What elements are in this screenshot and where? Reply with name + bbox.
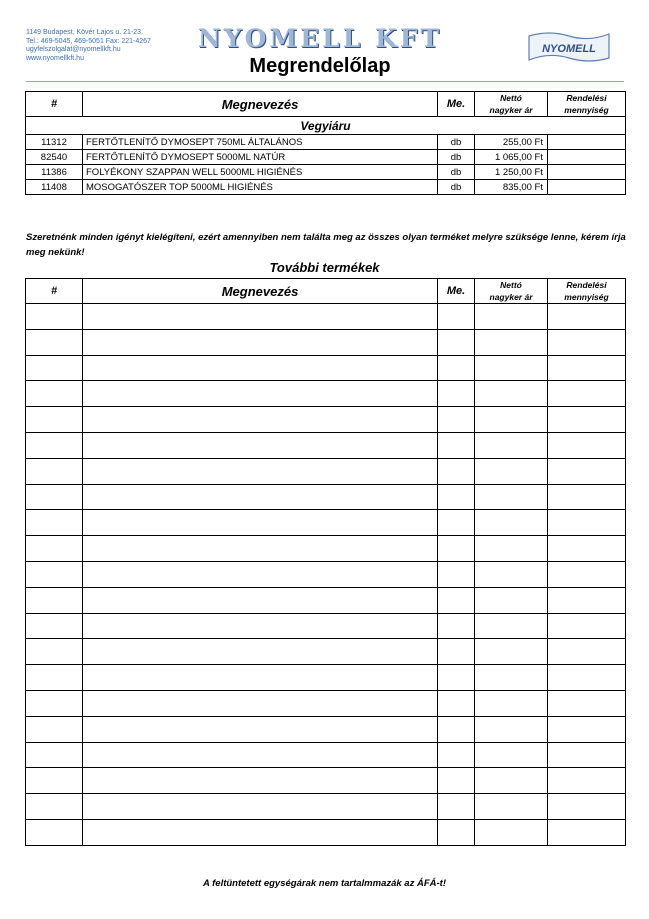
blank-price-field[interactable] bbox=[475, 690, 548, 716]
blank-price-field[interactable] bbox=[475, 304, 548, 330]
blank-unit-field[interactable] bbox=[438, 639, 475, 665]
blank-table-row bbox=[26, 304, 626, 330]
blank-name-field[interactable] bbox=[83, 587, 438, 613]
blank-price-field[interactable] bbox=[475, 639, 548, 665]
blank-qty-field[interactable] bbox=[548, 458, 626, 484]
blank-code-field[interactable] bbox=[26, 381, 83, 407]
blank-price-field[interactable] bbox=[475, 587, 548, 613]
col-header-qty bbox=[548, 279, 626, 304]
blank-name-field[interactable] bbox=[83, 742, 438, 768]
blank-name-field[interactable] bbox=[83, 407, 438, 433]
product-name: FERTŐTLENÍTŐ DYMOSEPT 750ML ÁLTALÁNOS bbox=[83, 135, 438, 150]
blank-table-row bbox=[26, 665, 626, 691]
blank-code-field[interactable] bbox=[26, 587, 83, 613]
blank-price-field[interactable] bbox=[475, 665, 548, 691]
blank-name-field[interactable] bbox=[83, 355, 438, 381]
blank-table-row bbox=[26, 407, 626, 433]
logo-text: NYOMELL bbox=[542, 43, 596, 55]
blank-unit-field[interactable] bbox=[438, 794, 475, 820]
address-line: 1149 Budapest, Kövér Lajos u. 21-23. bbox=[26, 29, 144, 36]
blank-table-row bbox=[26, 381, 626, 407]
blank-unit-field[interactable] bbox=[438, 355, 475, 381]
blank-table-row bbox=[26, 819, 626, 845]
product-unit: db bbox=[438, 180, 475, 195]
blank-unit-field[interactable] bbox=[438, 407, 475, 433]
col-header-unit: Me. bbox=[438, 92, 475, 117]
document-title: Megrendelőlap bbox=[249, 55, 391, 77]
blank-price-field[interactable] bbox=[475, 716, 548, 742]
blank-table-row bbox=[26, 484, 626, 510]
blank-code-field[interactable] bbox=[26, 329, 83, 355]
blank-code-field[interactable] bbox=[26, 794, 83, 820]
blank-name-field[interactable] bbox=[83, 329, 438, 355]
blank-name-field[interactable] bbox=[83, 613, 438, 639]
blank-name-field[interactable] bbox=[83, 768, 438, 794]
blank-qty-field[interactable] bbox=[548, 561, 626, 587]
price-header-line1: Nettó bbox=[500, 93, 522, 103]
product-code: 11408 bbox=[26, 180, 83, 195]
blank-unit-field[interactable] bbox=[438, 381, 475, 407]
price-header-line1: Nettó bbox=[500, 280, 522, 290]
blank-qty-field[interactable] bbox=[548, 355, 626, 381]
price-header-line2: nagyker ár bbox=[489, 105, 533, 115]
blank-price-field[interactable] bbox=[475, 794, 548, 820]
blank-code-field[interactable] bbox=[26, 665, 83, 691]
blank-code-field[interactable] bbox=[26, 304, 83, 330]
blank-price-field[interactable] bbox=[475, 484, 548, 510]
table-row bbox=[26, 135, 626, 150]
blank-table-row bbox=[26, 716, 626, 742]
blank-unit-field[interactable] bbox=[438, 458, 475, 484]
blank-name-field[interactable] bbox=[83, 536, 438, 562]
blank-qty-field[interactable] bbox=[548, 484, 626, 510]
col-header-hash: # bbox=[26, 92, 83, 117]
blank-unit-field[interactable] bbox=[438, 510, 475, 536]
blank-unit-field[interactable] bbox=[438, 768, 475, 794]
blank-table-row bbox=[26, 355, 626, 381]
product-name: MOSOGATÓSZER TOP 5000ML HIGIÉNÉS bbox=[83, 180, 438, 195]
blank-code-field[interactable] bbox=[26, 690, 83, 716]
blank-price-field[interactable] bbox=[475, 355, 548, 381]
section-title: Vegyiáru bbox=[26, 117, 626, 135]
order-qty-field[interactable] bbox=[548, 165, 626, 180]
blank-qty-field[interactable] bbox=[548, 716, 626, 742]
col-header-price bbox=[475, 92, 548, 117]
blank-code-field[interactable] bbox=[26, 561, 83, 587]
blank-price-field[interactable] bbox=[475, 329, 548, 355]
phone-fax-line: Tel.: 469-5045, 469-5051 Fax: 221-4267 bbox=[26, 37, 151, 45]
product-code: 82540 bbox=[26, 150, 83, 165]
blank-table-row bbox=[26, 613, 626, 639]
qty-header-line1: Rendelési bbox=[566, 93, 607, 103]
product-price: 1 250,00 Ft bbox=[475, 165, 548, 180]
blank-qty-field[interactable] bbox=[548, 819, 626, 845]
company-logo bbox=[525, 28, 613, 73]
blank-price-field[interactable] bbox=[475, 819, 548, 845]
blank-name-field[interactable] bbox=[83, 510, 438, 536]
blank-price-field[interactable] bbox=[475, 381, 548, 407]
blank-price-field[interactable] bbox=[475, 561, 548, 587]
blank-table-row bbox=[26, 690, 626, 716]
blank-unit-field[interactable] bbox=[438, 742, 475, 768]
blank-unit-field[interactable] bbox=[438, 561, 475, 587]
additional-products-table bbox=[25, 278, 626, 846]
table-row bbox=[26, 180, 626, 195]
order-qty-field[interactable] bbox=[548, 150, 626, 165]
blank-code-field[interactable] bbox=[26, 407, 83, 433]
blank-name-field[interactable] bbox=[83, 381, 438, 407]
additional-products-title: További termékek bbox=[269, 260, 380, 275]
blank-code-field[interactable] bbox=[26, 355, 83, 381]
header-divider bbox=[26, 81, 624, 82]
website-line: www.nyomellkft.hu bbox=[26, 54, 84, 62]
blank-qty-field[interactable] bbox=[548, 794, 626, 820]
blank-table-row bbox=[26, 561, 626, 587]
qty-header-line2: mennyiség bbox=[564, 292, 609, 302]
col-header-price bbox=[475, 279, 548, 304]
blank-code-field[interactable] bbox=[26, 639, 83, 665]
blank-table-row bbox=[26, 768, 626, 794]
blank-code-field[interactable] bbox=[26, 742, 83, 768]
product-table bbox=[25, 91, 626, 195]
blank-code-field[interactable] bbox=[26, 484, 83, 510]
blank-qty-field[interactable] bbox=[548, 768, 626, 794]
blank-unit-field[interactable] bbox=[438, 329, 475, 355]
product-price: 835,00 Ft bbox=[475, 180, 548, 195]
blank-price-field[interactable] bbox=[475, 407, 548, 433]
qty-header-line1: Rendelési bbox=[566, 280, 607, 290]
section-row bbox=[26, 117, 626, 135]
blank-code-field[interactable] bbox=[26, 819, 83, 845]
col-header-qty bbox=[548, 92, 626, 117]
blank-table-row bbox=[26, 536, 626, 562]
qty-header-line2: mennyiség bbox=[564, 105, 609, 115]
blank-unit-field[interactable] bbox=[438, 665, 475, 691]
col-header-name: Megnevezés bbox=[83, 279, 438, 304]
blank-qty-field[interactable] bbox=[548, 690, 626, 716]
blank-qty-field[interactable] bbox=[548, 510, 626, 536]
blank-code-field[interactable] bbox=[26, 536, 83, 562]
blank-price-field[interactable] bbox=[475, 742, 548, 768]
product-name: FERTŐTLENÍTŐ DYMOSEPT 5000ML NATÚR bbox=[83, 150, 438, 165]
blank-unit-field[interactable] bbox=[438, 484, 475, 510]
blank-code-field[interactable] bbox=[26, 716, 83, 742]
order-qty-field[interactable] bbox=[548, 180, 626, 195]
blank-name-field[interactable] bbox=[83, 484, 438, 510]
blank-qty-field[interactable] bbox=[548, 304, 626, 330]
col-header-name: Megnevezés bbox=[83, 92, 438, 117]
blank-name-field[interactable] bbox=[83, 794, 438, 820]
blank-name-field[interactable] bbox=[83, 304, 438, 330]
blank-unit-field[interactable] bbox=[438, 587, 475, 613]
product-name: FOLYÉKONY SZAPPAN WELL 5000ML HIGIÉNÉS bbox=[83, 165, 438, 180]
blank-price-field[interactable] bbox=[475, 458, 548, 484]
blank-name-field[interactable] bbox=[83, 716, 438, 742]
blank-unit-field[interactable] bbox=[438, 690, 475, 716]
blank-qty-field[interactable] bbox=[548, 381, 626, 407]
blank-table-row bbox=[26, 587, 626, 613]
blank-name-field[interactable] bbox=[83, 819, 438, 845]
product-unit: db bbox=[438, 135, 475, 150]
blank-qty-field[interactable] bbox=[548, 407, 626, 433]
blank-name-field[interactable] bbox=[83, 690, 438, 716]
blank-price-field[interactable] bbox=[475, 432, 548, 458]
request-note: Szeretnénk minden igényt kielégíteni, ezért amennyiben nem találta meg az összes olyan terméket melyre szüksége lenne, kérem írja meg nekünk! bbox=[26, 232, 626, 258]
product-unit: db bbox=[438, 165, 475, 180]
col-header-unit: Me. bbox=[438, 279, 475, 304]
product-code: 11312 bbox=[26, 135, 83, 150]
blank-name-field[interactable] bbox=[83, 639, 438, 665]
blank-unit-field[interactable] bbox=[438, 536, 475, 562]
vat-footer-note: A feltüntetett egységárak nem tartalmmazák az ÁFÁ-t! bbox=[202, 878, 446, 889]
blank-code-field[interactable] bbox=[26, 432, 83, 458]
blank-table-row bbox=[26, 510, 626, 536]
blank-table-row bbox=[26, 432, 626, 458]
blank-table-row bbox=[26, 794, 626, 820]
blank-name-field[interactable] bbox=[83, 665, 438, 691]
blank-qty-field[interactable] bbox=[548, 665, 626, 691]
blank-code-field[interactable] bbox=[26, 510, 83, 536]
blank-qty-field[interactable] bbox=[548, 639, 626, 665]
blank-price-field[interactable] bbox=[475, 768, 548, 794]
blank-unit-field[interactable] bbox=[438, 819, 475, 845]
blank-unit-field[interactable] bbox=[438, 432, 475, 458]
email-line: ugyfelszolgalat@nyomellkft.hu bbox=[26, 46, 121, 54]
blank-qty-field[interactable] bbox=[548, 742, 626, 768]
product-price: 255,00 Ft bbox=[475, 135, 548, 150]
product-unit: db bbox=[438, 150, 475, 165]
blank-qty-field[interactable] bbox=[548, 432, 626, 458]
blank-table-row bbox=[26, 742, 626, 768]
product-price: 1 065,00 Ft bbox=[475, 150, 548, 165]
blank-code-field[interactable] bbox=[26, 458, 83, 484]
company-name: NYOMELL KFT bbox=[197, 24, 443, 53]
blank-table-row bbox=[26, 329, 626, 355]
blank-qty-field[interactable] bbox=[548, 587, 626, 613]
additional-table-header bbox=[26, 279, 626, 304]
blank-table-row bbox=[26, 458, 626, 484]
blank-unit-field[interactable] bbox=[438, 716, 475, 742]
blank-name-field[interactable] bbox=[83, 458, 438, 484]
blank-code-field[interactable] bbox=[26, 613, 83, 639]
blank-name-field[interactable] bbox=[83, 561, 438, 587]
blank-price-field[interactable] bbox=[475, 510, 548, 536]
order-qty-field[interactable] bbox=[548, 135, 626, 150]
table-row bbox=[26, 150, 626, 165]
blank-price-field[interactable] bbox=[475, 613, 548, 639]
blank-unit-field[interactable] bbox=[438, 304, 475, 330]
col-header-hash: # bbox=[26, 279, 83, 304]
blank-name-field[interactable] bbox=[83, 432, 438, 458]
blank-table-row bbox=[26, 639, 626, 665]
table-row bbox=[26, 165, 626, 180]
blank-code-field[interactable] bbox=[26, 768, 83, 794]
company-address-block bbox=[26, 29, 151, 63]
blank-qty-field[interactable] bbox=[548, 613, 626, 639]
blank-price-field[interactable] bbox=[475, 536, 548, 562]
product-table-header bbox=[26, 92, 626, 117]
blank-qty-field[interactable] bbox=[548, 536, 626, 562]
flag-logo-icon bbox=[525, 28, 613, 68]
blank-unit-field[interactable] bbox=[438, 613, 475, 639]
price-header-line2: nagyker ár bbox=[489, 292, 533, 302]
blank-qty-field[interactable] bbox=[548, 329, 626, 355]
product-code: 11386 bbox=[26, 165, 83, 180]
